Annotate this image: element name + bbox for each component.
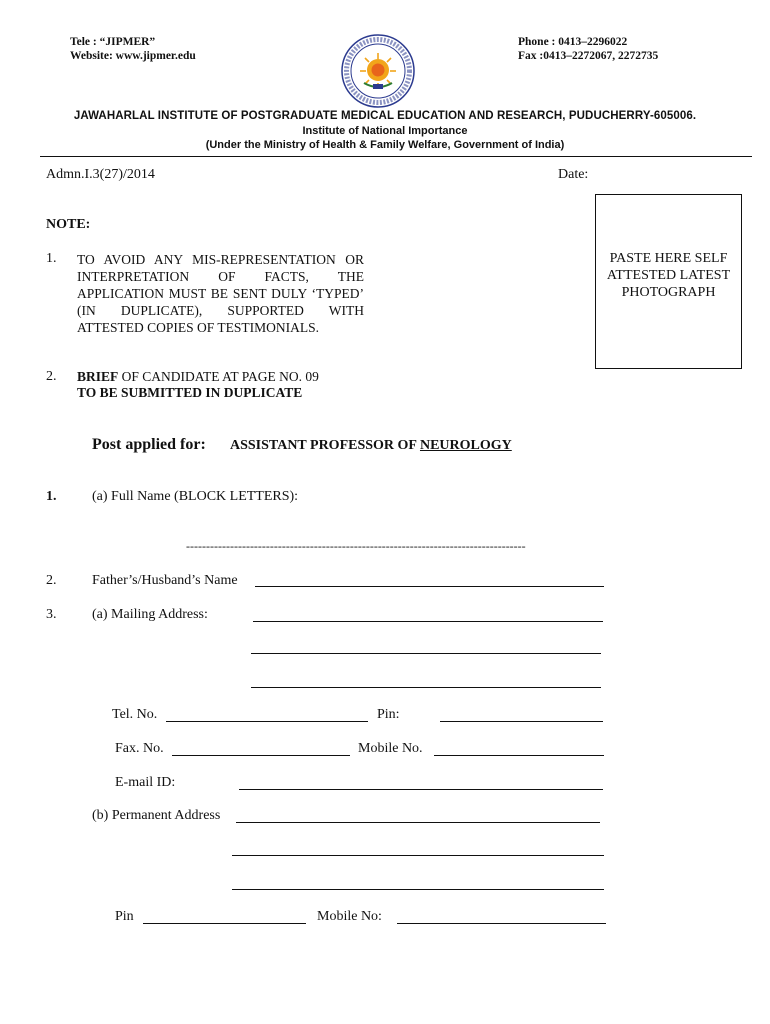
mailing-address-line-1[interactable] <box>253 621 603 622</box>
note-item-1-text: TO AVOID ANY MIS-REPRESENTATION OR INTERPRETATION OF FACTS, THE APPLICATION MUST BE SENT DULY ‘TYPED’ (IN DUPLICATE), SUPPORTED WITH ATTESTED COPIES OF TESTIMONIALS. <box>77 252 364 335</box>
email-field[interactable] <box>239 789 603 790</box>
full-name-field[interactable]: ------------------------------------------------------------------------------------- <box>186 539 526 553</box>
header-divider <box>40 156 752 157</box>
mailing-address-line-3[interactable] <box>251 687 601 688</box>
q3-label: (a) Mailing Address: <box>92 607 208 622</box>
pin2-label: Pin <box>115 909 134 924</box>
tel-label: Tel. No. <box>112 707 158 722</box>
date-label: Date: <box>558 167 589 182</box>
mobile-field[interactable] <box>434 755 604 756</box>
fax-text: Fax :0413–2272067, 2272735 <box>518 50 659 62</box>
pin-field[interactable] <box>440 721 603 722</box>
note-item-2-text: OF CANDIDATE AT PAGE NO. 09 <box>118 369 319 384</box>
tel-field[interactable] <box>166 721 368 722</box>
fax-field[interactable] <box>172 755 350 756</box>
institute-logo <box>340 33 416 109</box>
q1-label: (a) Full Name (BLOCK LETTERS): <box>92 489 299 504</box>
q2-label: Father’s/Husband’s Name <box>92 573 238 588</box>
note-heading: NOTE: <box>46 217 91 232</box>
permanent-address-line-3[interactable] <box>232 889 604 890</box>
mailing-address-line-2[interactable] <box>251 653 601 654</box>
admn-ref: Admn.I.3(27)/2014 <box>46 167 155 182</box>
phone-text: Phone : 0413–2296022 <box>518 36 628 48</box>
permanent-address-label: (b) Permanent Address <box>92 808 221 823</box>
pin2-field[interactable] <box>143 923 306 924</box>
father-husband-name-field[interactable] <box>255 586 604 587</box>
fax-label: Fax. No. <box>115 741 164 756</box>
institute-name: JAWAHARLAL INSTITUTE OF POSTGRADUATE MEDICAL EDUCATION AND RESEARCH, PUDUCHERRY-605006. <box>73 110 697 122</box>
q1-number: 1. <box>46 489 57 504</box>
ministry-text: (Under the Ministry of Health & Family Welfare, Government of India) <box>205 139 565 151</box>
note-item-2-bold: BRIEF <box>77 369 119 384</box>
note-item-2-number: 2. <box>46 369 57 384</box>
institute-status: Institute of National Importance <box>302 125 468 137</box>
post-value-prefix: ASSISTANT PROFESSOR OF <box>230 438 420 453</box>
email-label: E-mail ID: <box>115 775 176 790</box>
mobile2-label: Mobile No: <box>317 909 382 924</box>
post-label: Post applied for: <box>92 436 206 453</box>
permanent-address-line-1[interactable] <box>236 822 600 823</box>
pin-label: Pin: <box>377 707 400 722</box>
q2-number: 2. <box>46 573 57 588</box>
permanent-address-line-2[interactable] <box>232 855 604 856</box>
tele-text: Tele : “JIPMER” <box>70 36 156 48</box>
mobile2-field[interactable] <box>397 923 606 924</box>
website-text: Website: www.jipmer.edu <box>70 50 196 62</box>
post-value <box>230 438 512 454</box>
q3-number: 3. <box>46 607 57 622</box>
note-item-2-line1 <box>77 369 319 385</box>
photo-box-text: PASTE HERE SELF ATTESTED LATEST PHOTOGRAPH <box>606 251 731 300</box>
mobile-label: Mobile No. <box>358 741 423 756</box>
photo-box[interactable] <box>595 194 742 369</box>
note-item-2-line2: TO BE SUBMITTED IN DUPLICATE <box>77 385 303 400</box>
post-value-subject: NEUROLOGY <box>419 438 512 453</box>
note-item-1-number: 1. <box>46 251 57 266</box>
